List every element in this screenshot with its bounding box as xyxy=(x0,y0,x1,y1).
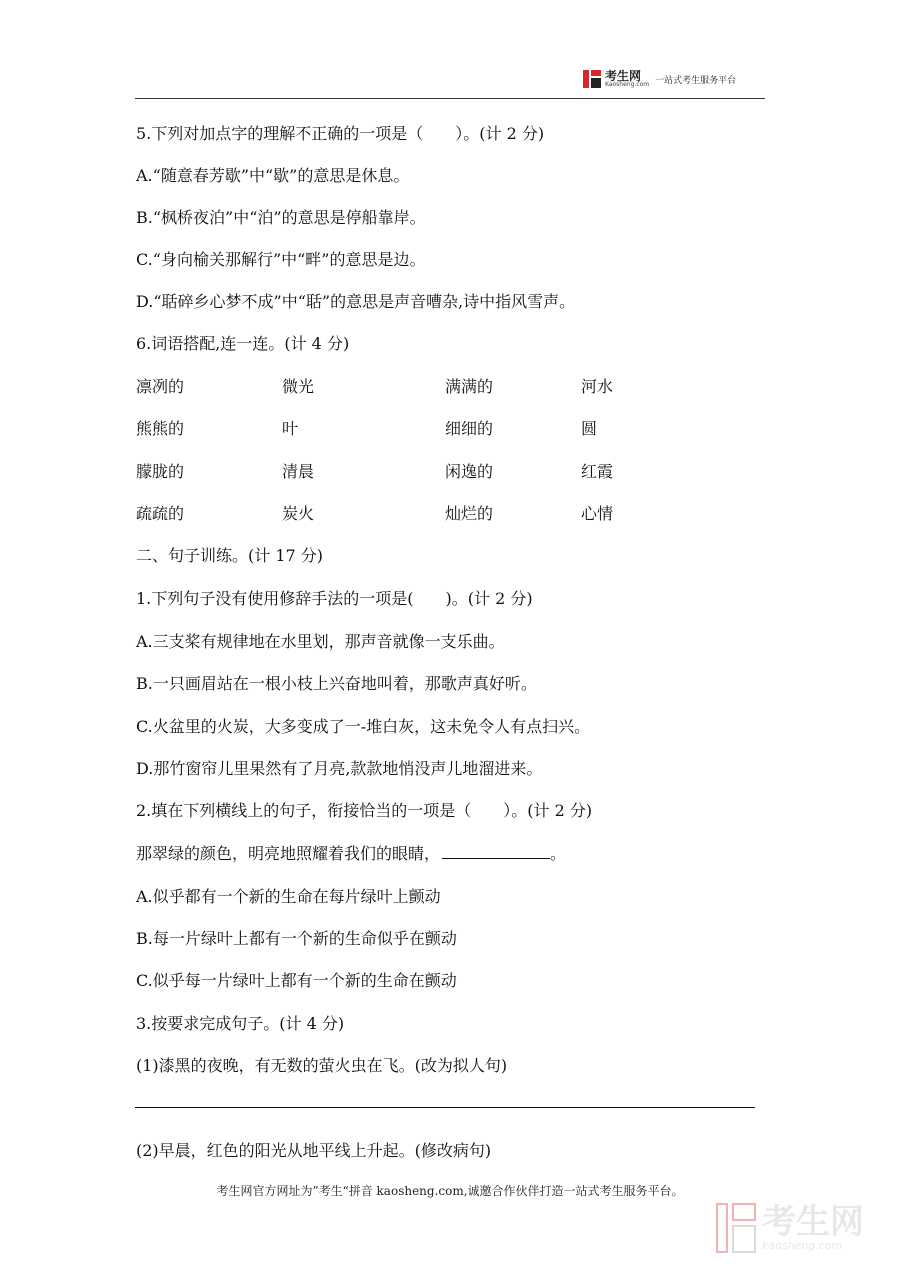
section-two-title: 二、句子训练。(计 17 分) xyxy=(136,546,324,565)
s1-option-b: B.一只画眉站在一根小枝上兴奋地叫着，那歌声真好听。 xyxy=(136,674,537,693)
s2-option-c: C.似乎每一片绿叶上都有一个新的生命在颤动 xyxy=(136,971,457,990)
q6-word: 凛冽的 xyxy=(136,377,185,396)
q5-option-b: B.“枫桥夜泊”中“泊”的意思是停船靠岸。 xyxy=(136,208,426,227)
q6-word: 圆 xyxy=(581,419,598,438)
q6-word: 炭火 xyxy=(282,504,315,523)
q6-word: 微光 xyxy=(282,377,315,396)
s3-part-2: (2)早晨，红色的阳光从地平线上升起。(修改病句) xyxy=(136,1141,492,1160)
q6-word: 疏疏的 xyxy=(136,504,185,523)
logo-text xyxy=(605,70,649,88)
s3-stem: 3.按要求完成句子。(计 4 分) xyxy=(136,1014,345,1033)
fill-in-blank[interactable] xyxy=(442,844,550,859)
s2-stem: 2.填在下列横线上的句子，衔接恰当的一项是（ ）。(计 2 分) xyxy=(136,801,593,820)
q6-word: 闲逸的 xyxy=(445,462,494,481)
header-slogan: 一站式考生服务平台 xyxy=(655,75,737,86)
s1-option-a: A.三支桨有规律地在水里划，那声音就像一支乐曲。 xyxy=(136,632,505,651)
watermark xyxy=(716,1203,864,1253)
s2-sentence-end: 。 xyxy=(550,844,567,863)
s2-option-b: B.每一片绿叶上都有一个新的生命似乎在颤动 xyxy=(136,929,457,948)
q6-word: 清晨 xyxy=(282,462,315,481)
s1-stem: 1.下列句子没有使用修辞手法的一项是( )。(计 2 分) xyxy=(136,589,533,608)
watermark-domain: kaosheng.com xyxy=(762,1238,843,1252)
watermark-name: 考生网 xyxy=(762,1201,864,1242)
watermark-logo-icon xyxy=(716,1203,756,1253)
s2-option-a: A.似乎都有一个新的生命在每片绿叶上颤动 xyxy=(136,887,441,906)
q6-word: 红霞 xyxy=(581,462,614,481)
q6-word: 朦胧的 xyxy=(136,462,185,481)
header-logo xyxy=(583,70,736,88)
q5-option-c: C.“身向榆关那解行”中“畔”的意思是边。 xyxy=(136,250,426,269)
q6-word: 河水 xyxy=(581,377,614,396)
s1-option-c: C.火盆里的火炭，大多变成了一-堆白灰，这未免令人有点扫兴。 xyxy=(136,717,591,736)
q5-stem: 5.下列对加点字的理解不正确的一项是（ ）。(计 2 分) xyxy=(136,124,545,143)
watermark-text xyxy=(762,1201,864,1252)
q5-option-a: A.“随意春芳歇”中“歇”的意思是休息。 xyxy=(136,166,410,185)
logo-domain: Kaosheng.com xyxy=(605,81,650,88)
s3-part-1: (1)漆黑的夜晚，有无数的萤火虫在飞。(改为拟人句) xyxy=(136,1056,508,1075)
s2-sentence xyxy=(136,841,566,864)
q6-word: 满满的 xyxy=(445,377,494,396)
q6-word: 叶 xyxy=(282,419,299,438)
q5-option-d: D.“聒碎乡心梦不成”中“聒”的意思是声音嘈杂,诗中指风雪声。 xyxy=(136,292,576,311)
q6-word: 心情 xyxy=(581,504,614,523)
s2-sentence-text: 那翠绿的颜色，明亮地照耀着我们的眼睛， xyxy=(136,844,441,863)
footer-note: 考生网官方网址为”考生“拼音 kaosheng.com,诚邀合作伙伴打造一站式考生服务平台。 xyxy=(216,1184,684,1198)
answer-line[interactable] xyxy=(135,1107,755,1108)
header-divider xyxy=(135,98,765,99)
q6-word: 熊熊的 xyxy=(136,419,185,438)
kaosheng-logo-icon xyxy=(583,70,601,88)
q6-stem: 6.词语搭配,连一连。(计 4 分) xyxy=(136,334,350,353)
q6-word: 灿烂的 xyxy=(445,504,494,523)
logo-name: 考生网 xyxy=(605,69,642,83)
s1-option-d: D.那竹窗帘儿里果然有了月亮,款款地悄没声儿地溜进来。 xyxy=(136,759,543,778)
q6-word: 细细的 xyxy=(445,419,494,438)
